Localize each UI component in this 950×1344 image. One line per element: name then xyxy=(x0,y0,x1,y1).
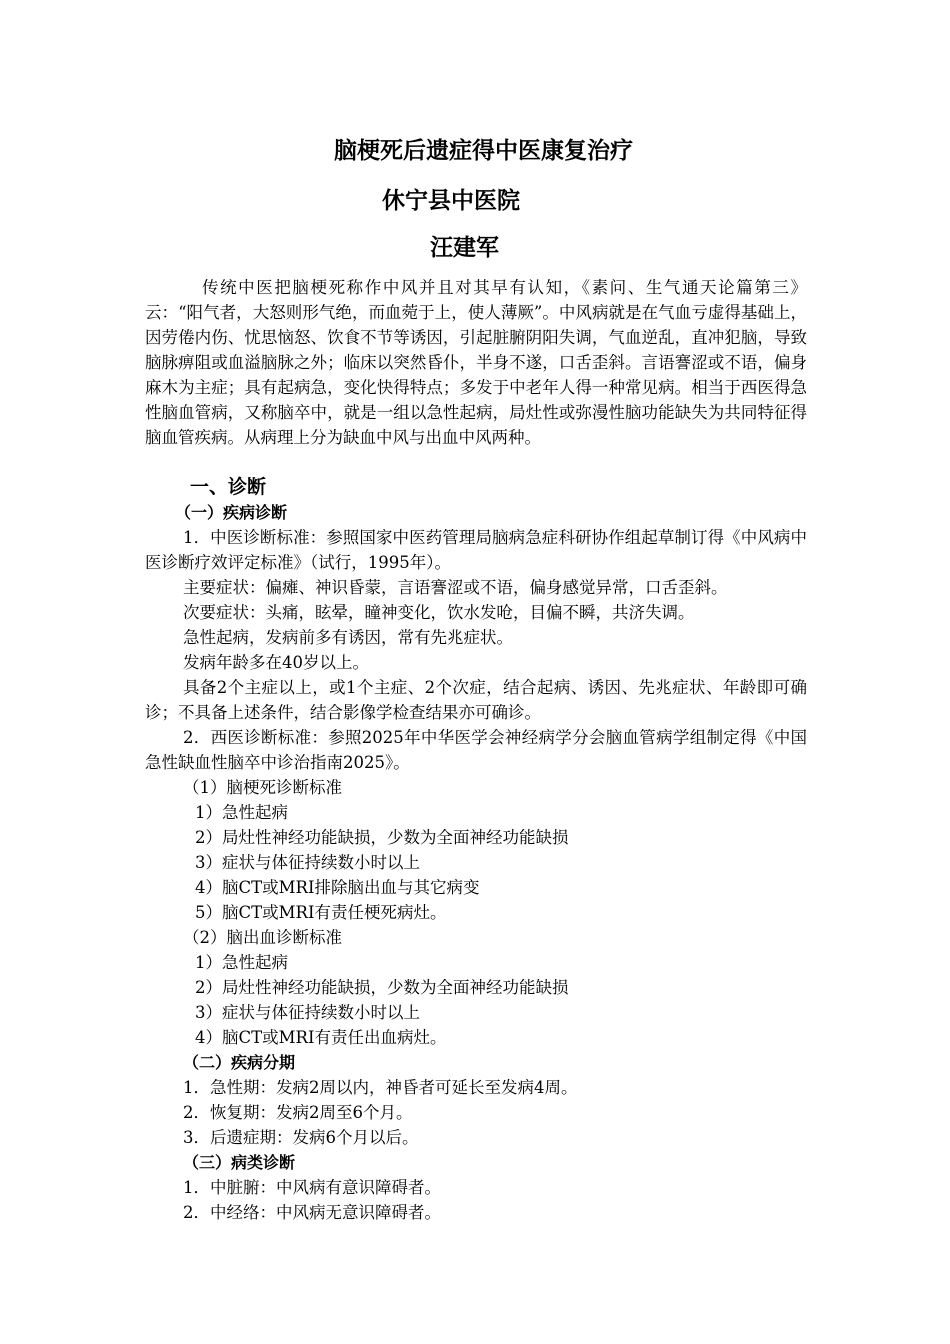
confirm-paragraph: 具备2个主症以上，或1个主症、2个次症，结合起病、诱因、先兆症状、年龄即可确诊；不具备上述条件，结合影像学检查结果亦可确诊。 xyxy=(145,678,807,722)
list-item: 4）脑CT或MRI排除脑出血与其它病变 xyxy=(195,878,480,897)
onset-note: 急性起病，发病前多有诱因，常有先兆症状。 xyxy=(183,628,513,647)
list-item: 1．中脏腑：中风病有意识障碍者。 xyxy=(183,1178,441,1197)
minor-symptoms: 次要症状：头痛，眩晕，瞳神变化，饮水发呛，目偏不瞬，共济失调。 xyxy=(183,603,695,622)
list-item: 3．后遗症期：发病6个月以后。 xyxy=(183,1128,419,1147)
subsection-heading-disease-type: （三）病类诊断 xyxy=(183,1153,296,1172)
list-item: 2）局灶性神经功能缺损，少数为全面神经功能缺损 xyxy=(195,828,569,847)
list-item: 1．急性期：发病2周以内，神昏者可延长至发病4周。 xyxy=(183,1078,578,1097)
list-item: 1）急性起病 xyxy=(195,803,288,822)
list-item: 5）脑CT或MRI有责任梗死病灶。 xyxy=(195,903,447,922)
list-item: 3）症状与体征持续数小时以上 xyxy=(195,1003,420,1022)
section-heading-diagnosis: 一、诊断 xyxy=(190,476,267,498)
list-item: 1）急性起病 xyxy=(195,953,288,972)
subsection-heading-disease-diagnosis: （一）疾病诊断 xyxy=(175,503,288,522)
age-note: 发病年龄多在40岁以上。 xyxy=(183,653,369,672)
author-name: 汪建军 xyxy=(430,235,499,261)
hospital-name: 休宁县中医院 xyxy=(382,188,520,214)
tcm-criteria-paragraph: 1．中医诊断标准：参照国家中医药管理局脑病急症科研协作组起草制订得《中风病中医诊断疗效评定标准》（试行，1995年）。 xyxy=(145,528,807,572)
list-item: 2．中经络：中风病无意识障碍者。 xyxy=(183,1203,441,1222)
list-item: 4）脑CT或MRI有责任出血病灶。 xyxy=(195,1028,447,1047)
list-item: 3）症状与体征持续数小时以上 xyxy=(195,853,420,872)
list-item: 2）局灶性神经功能缺损，少数为全面神经功能缺损 xyxy=(195,978,569,997)
infarct-criteria-title: （1）脑梗死诊断标准 xyxy=(183,778,342,797)
intro-paragraph: 传统中医把脑梗死称作中风并且对其早有认知，《素问、生气通天论篇第三》云：“阳气者，大怒则形气绝，而血菀于上，使人薄厥”。中风病就是在气血亏虚得基础上，因劳倦内伤、忧思恼怒、饮食不节等诱因，引起脏腑阴阳失调，气血逆乱，直冲犯脑，导致脑脉痹阻或血溢脑脉之外；临床以突然昏仆，半身不遂，口舌歪斜。言语謇涩或不语，偏身麻木为主症；具有起病急，变化快得特点；多发于中老年人得一种常见病。相当于西医得急性脑血管病，又称脑卒中，就是一组以急性起病，局灶性或弥漫性脑功能缺失为共同特征得脑血管疾病。从病理上分为缺血中风与出血中风两种。 xyxy=(145,278,807,447)
western-criteria-paragraph: 2．西医诊断标准：参照2025年中华医学会神经病学分会脑血管病学组制定得《中国急性缺血性脑卒中诊治指南2025》。 xyxy=(145,728,807,772)
hemorrhage-criteria-title: （2）脑出血诊断标准 xyxy=(183,928,342,947)
document-title: 脑梗死后遗症得中医康复治疗 xyxy=(334,138,633,164)
subsection-heading-disease-staging: （二）疾病分期 xyxy=(183,1053,296,1072)
list-item: 2．恢复期：发病2周至6个月。 xyxy=(183,1103,413,1122)
main-symptoms: 主要症状：偏瘫、神识昏蒙，言语謇涩或不语，偏身感觉异常，口舌歪斜。 xyxy=(183,578,728,597)
